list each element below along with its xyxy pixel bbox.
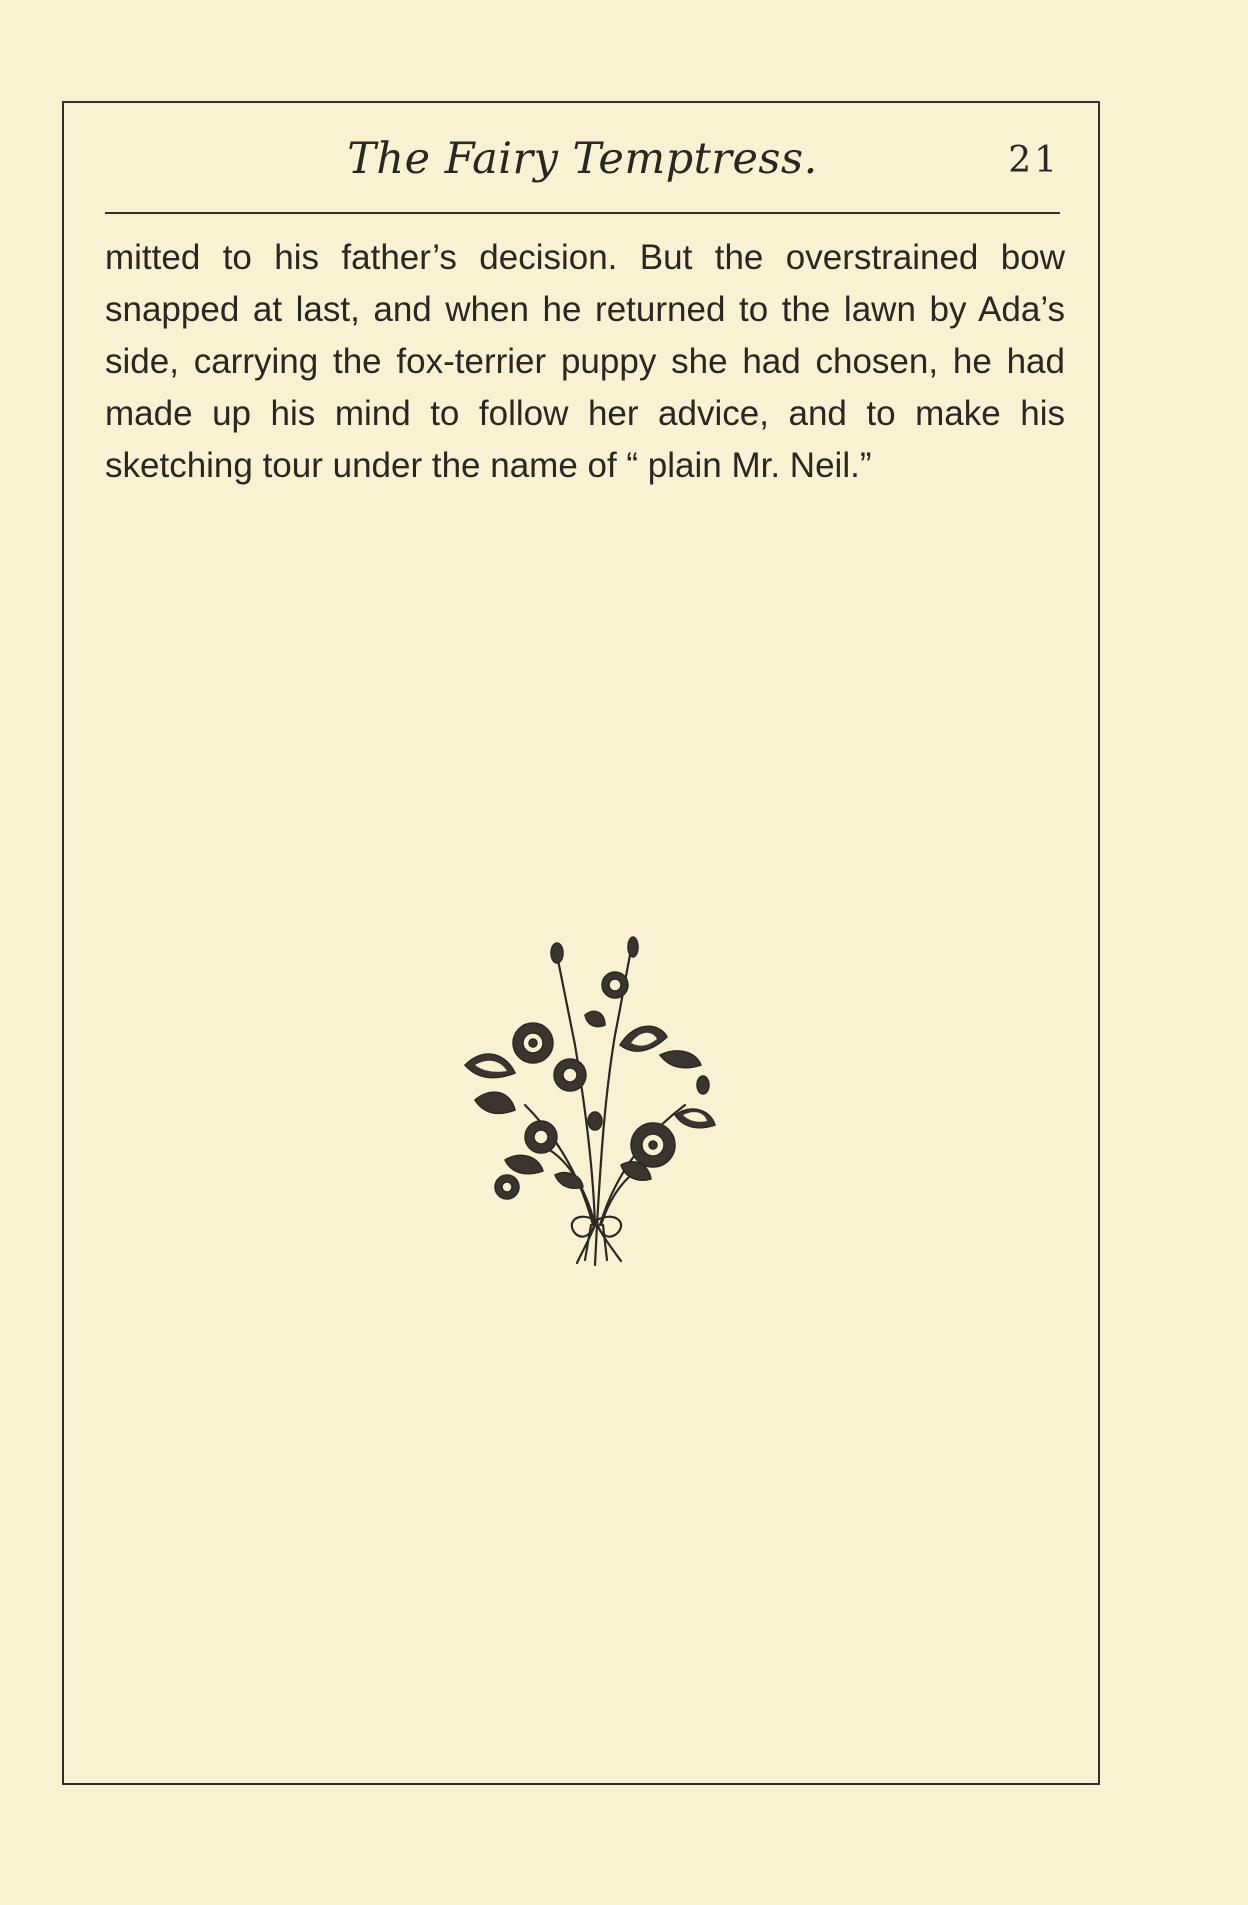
floral-bouquet-icon	[445, 925, 745, 1270]
paragraph: mitted to his father’s decision. But the overstrained bow snapped at last, and when he returned to the lawn by Ada’s side, carrying the fox-terrier puppy she had chosen, he had made up his mind to follow her advice, and to make his sketching tour under the name of “ plain Mr. Neil.”	[105, 238, 1065, 485]
page-header	[105, 130, 1060, 190]
body-text	[105, 232, 1065, 492]
page-number: 21	[1008, 140, 1060, 181]
running-title: The Fairy Temptress.	[347, 134, 818, 184]
header-rule	[105, 212, 1060, 214]
